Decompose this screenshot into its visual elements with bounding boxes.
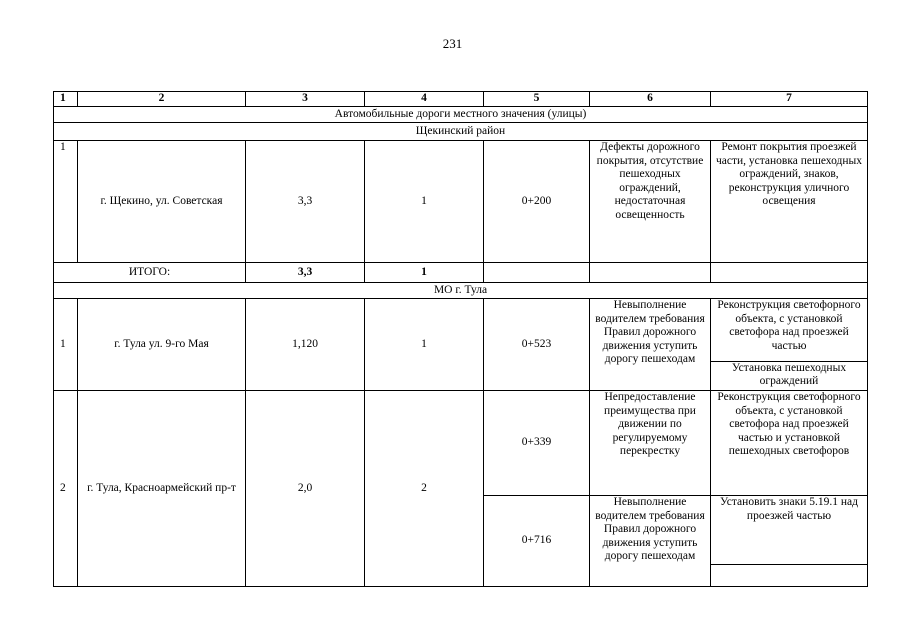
row-length: 1,120 — [246, 299, 365, 391]
header-col-7: 7 — [711, 92, 868, 107]
table-row — [54, 141, 868, 262]
row-measure-empty — [711, 564, 868, 586]
row-number: 1 — [54, 299, 78, 391]
row-km: 0+339 — [484, 391, 590, 496]
table-row — [54, 299, 868, 361]
total-count: 1 — [365, 262, 484, 282]
row-problem: Невыполнение водителем требования Правил дорожного движения уступить дорогу пешеходам — [590, 496, 711, 587]
total-label: ИТОГО: — [54, 262, 246, 282]
total-length: 3,3 — [246, 262, 365, 282]
section-title-row — [54, 106, 868, 122]
header-col-2: 2 — [78, 92, 246, 107]
header-col-5: 5 — [484, 92, 590, 107]
district-title-row — [54, 123, 868, 141]
header-col-3: 3 — [246, 92, 365, 107]
row-measure: Ремонт покрытия проезжей части, установка пешеходных ограждений, знаков, реконструкция уличного освещения — [711, 141, 868, 262]
row-problem: Дефекты дорожного покрытия, отсутствие пешеходных ограждений, недостаточная освещенность — [590, 141, 711, 262]
row-km: 0+200 — [484, 141, 590, 262]
row-km: 0+716 — [484, 496, 590, 587]
row-measure-b: Установка пешеходных ограждений — [711, 361, 868, 391]
row-number: 2 — [54, 391, 78, 587]
header-col-4: 4 — [365, 92, 484, 107]
row-address: г. Тула ул. 9-го Мая — [78, 299, 246, 391]
total-empty-7 — [711, 262, 868, 282]
section-title: Автомобильные дороги местного значения (улицы) — [54, 106, 868, 122]
page-number: 231 — [442, 36, 463, 51]
header-row — [54, 92, 868, 107]
roads-table — [53, 91, 868, 587]
row-length: 3,3 — [246, 141, 365, 262]
row-count: 1 — [365, 141, 484, 262]
row-km: 0+523 — [484, 299, 590, 391]
row-problem: Невыполнение водителем требования Правил дорожного движения уступить дорогу пешеходам — [590, 299, 711, 391]
district-title-shchekino: Щекинский район — [54, 123, 868, 141]
row-number: 1 — [54, 141, 78, 262]
row-measure: Установить знаки 5.19.1 над проезжей частью — [711, 496, 868, 564]
total-empty-6 — [590, 262, 711, 282]
row-measure: Реконструкция светофорного объекта, с установкой светофора над проезжей частью и установкой пешеходных светофоров — [711, 391, 868, 496]
row-problem: Непредоставление преимущества при движении по регулируемому перекрестку — [590, 391, 711, 496]
row-count: 2 — [365, 391, 484, 587]
header-col-6: 6 — [590, 92, 711, 107]
total-empty-5 — [484, 262, 590, 282]
district-title-row — [54, 283, 868, 299]
row-address: г. Тула, Красноармейский пр-т — [78, 391, 246, 587]
header-col-1: 1 — [54, 92, 78, 107]
row-address: г. Щекино, ул. Советская — [78, 141, 246, 262]
district-title-tula: МО г. Тула — [54, 283, 868, 299]
total-row — [54, 262, 868, 282]
table-row — [54, 391, 868, 496]
row-measure-a: Реконструкция светофорного объекта, с установкой светофора над проезжей частью — [711, 299, 868, 361]
row-length: 2,0 — [246, 391, 365, 587]
row-count: 1 — [365, 299, 484, 391]
